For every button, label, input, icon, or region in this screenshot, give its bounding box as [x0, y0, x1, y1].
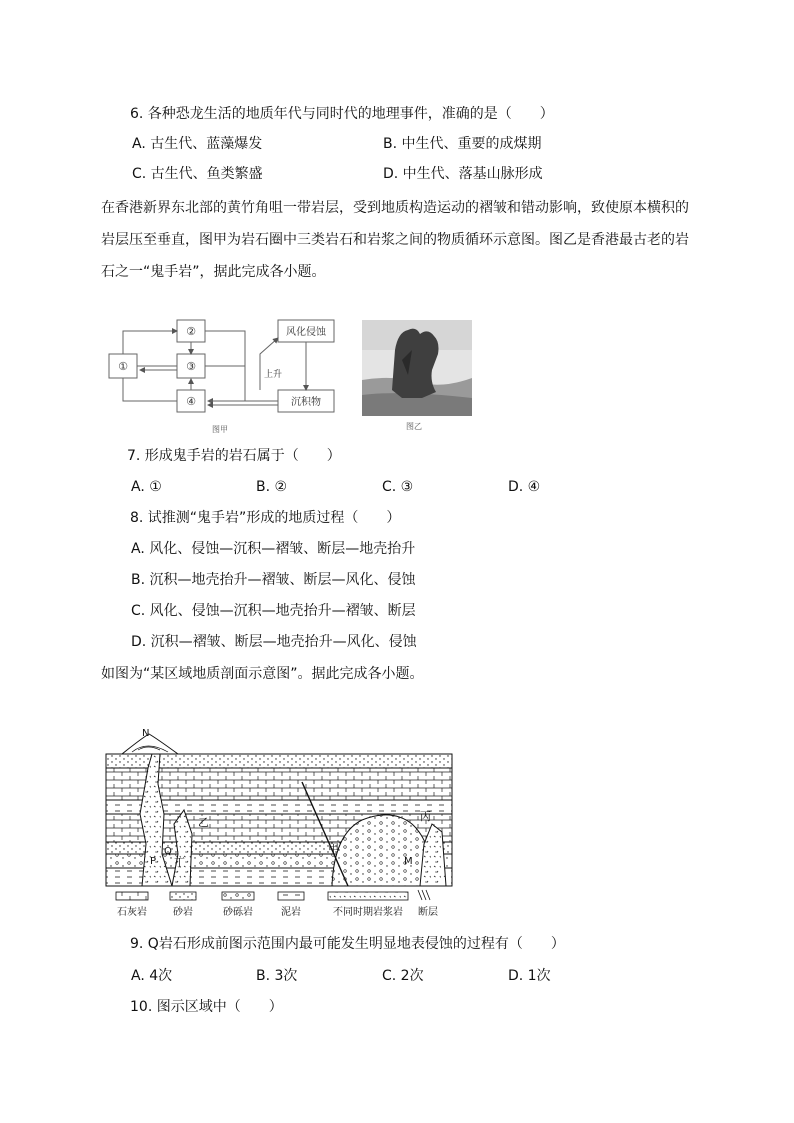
legend-label-conglomerate: 砂砾岩	[223, 907, 253, 918]
question-7-option-d[interactable]: D. ④	[508, 479, 541, 495]
box-3-label: ③	[186, 360, 196, 373]
label-q: Q	[164, 846, 172, 857]
legend-label-limestone: 石灰岩	[117, 907, 147, 918]
question-8-stem: 8. 试推测“鬼手岩”形成的地质过程（ ）	[130, 510, 401, 526]
box-4-label: ④	[186, 395, 196, 408]
passage-2: 如图为“某区域地质剖面示意图”。据此完成各小题。	[101, 666, 424, 682]
label-p: P	[150, 856, 157, 867]
question-6-option-d[interactable]: D. 中生代、落基山脉形成	[383, 166, 543, 182]
legend-label-magma: 不同时期岩浆岩	[333, 907, 403, 918]
question-10-stem: 10. 图示区域中（ ）	[130, 999, 283, 1015]
weathering-label: 风化侵蚀	[286, 327, 326, 338]
legend-swatch-mudstone	[278, 892, 304, 900]
legend-swatch-conglomerate	[222, 892, 254, 900]
question-9-option-d[interactable]: D. 1次	[508, 968, 551, 984]
label-yi: 乙	[198, 816, 209, 829]
question-7-stem: 7. 形成鬼手岩的岩石属于（ ）	[127, 448, 341, 464]
passage-1-line-1: 在香港新界东北部的黄竹角咀一带岩层，受到地质构造运动的褶皱和错动影响，致使原本横积的	[101, 200, 689, 216]
rock-silhouette	[392, 329, 439, 398]
passage-1-line-2: 岩层压至垂直，图甲为岩石圈中三类岩石和岩浆之间的物质循环示意图。图乙是香港最古老的岩	[101, 232, 689, 248]
legend-swatch-sandstone	[170, 892, 196, 900]
question-9-option-c[interactable]: C. 2次	[382, 968, 424, 984]
box-1-label: ①	[118, 360, 128, 373]
figure-yi-caption: 图乙	[406, 422, 422, 431]
question-8-option-c[interactable]: C. 风化、侵蚀—沉积—地壳抬升—褶皱、断层	[131, 603, 416, 619]
question-8-option-b[interactable]: B. 沉积—地壳抬升—褶皱、断层—风化、侵蚀	[131, 572, 416, 588]
question-8-option-a[interactable]: A. 风化、侵蚀—沉积—褶皱、断层—地壳抬升	[131, 541, 416, 557]
question-7-option-b[interactable]: B. ②	[256, 479, 288, 495]
ghost-hand-rock-photo	[362, 320, 472, 432]
box-2-label: ②	[186, 325, 196, 338]
legend-label-mudstone: 泥岩	[281, 907, 301, 918]
figure-jia-caption: 图甲	[212, 425, 228, 434]
label-ding: 丁	[174, 856, 185, 869]
question-9-option-a[interactable]: A. 4次	[131, 968, 173, 984]
question-7-option-a[interactable]: A. ①	[131, 479, 162, 495]
volcano-cone	[122, 734, 178, 754]
label-bing: 丙	[420, 810, 431, 823]
label-m: M	[404, 856, 413, 867]
question-8-option-d[interactable]: D. 沉积—褶皱、断层—地壳抬升—风化、侵蚀	[131, 634, 417, 650]
label-n: N	[142, 728, 150, 739]
geologic-cross-section	[102, 724, 457, 920]
question-6-option-a[interactable]: A. 古生代、蓝藻爆发	[132, 136, 263, 152]
legend-swatch-magma	[328, 892, 408, 900]
rock-cycle-diagram	[100, 314, 365, 436]
legend-label-sandstone: 砂岩	[173, 907, 193, 918]
uplift-label: 上升	[264, 370, 283, 380]
legend-swatch-fault	[418, 890, 430, 900]
question-6-option-c[interactable]: C. 古生代、鱼类繁盛	[132, 166, 263, 182]
legend-swatch-limestone	[116, 892, 148, 900]
question-6-option-b[interactable]: B. 中生代、重要的成煤期	[383, 136, 542, 152]
question-9-option-b[interactable]: B. 3次	[256, 968, 298, 984]
sediment-label: 沉积物	[291, 397, 321, 408]
question-9-stem: 9. Q岩石形成前图示范围内最可能发生明显地表侵蚀的过程有（ ）	[130, 936, 565, 952]
passage-1-line-3: 石之一“鬼手岩”，据此完成各小题。	[101, 264, 326, 280]
label-jia: 甲	[328, 842, 339, 855]
question-6-stem: 6. 各种恐龙生活的地质年代与同时代的地理事件，准确的是（ ）	[130, 106, 554, 122]
legend-label-fault: 断层	[418, 907, 438, 918]
question-7-option-c[interactable]: C. ③	[382, 479, 414, 495]
